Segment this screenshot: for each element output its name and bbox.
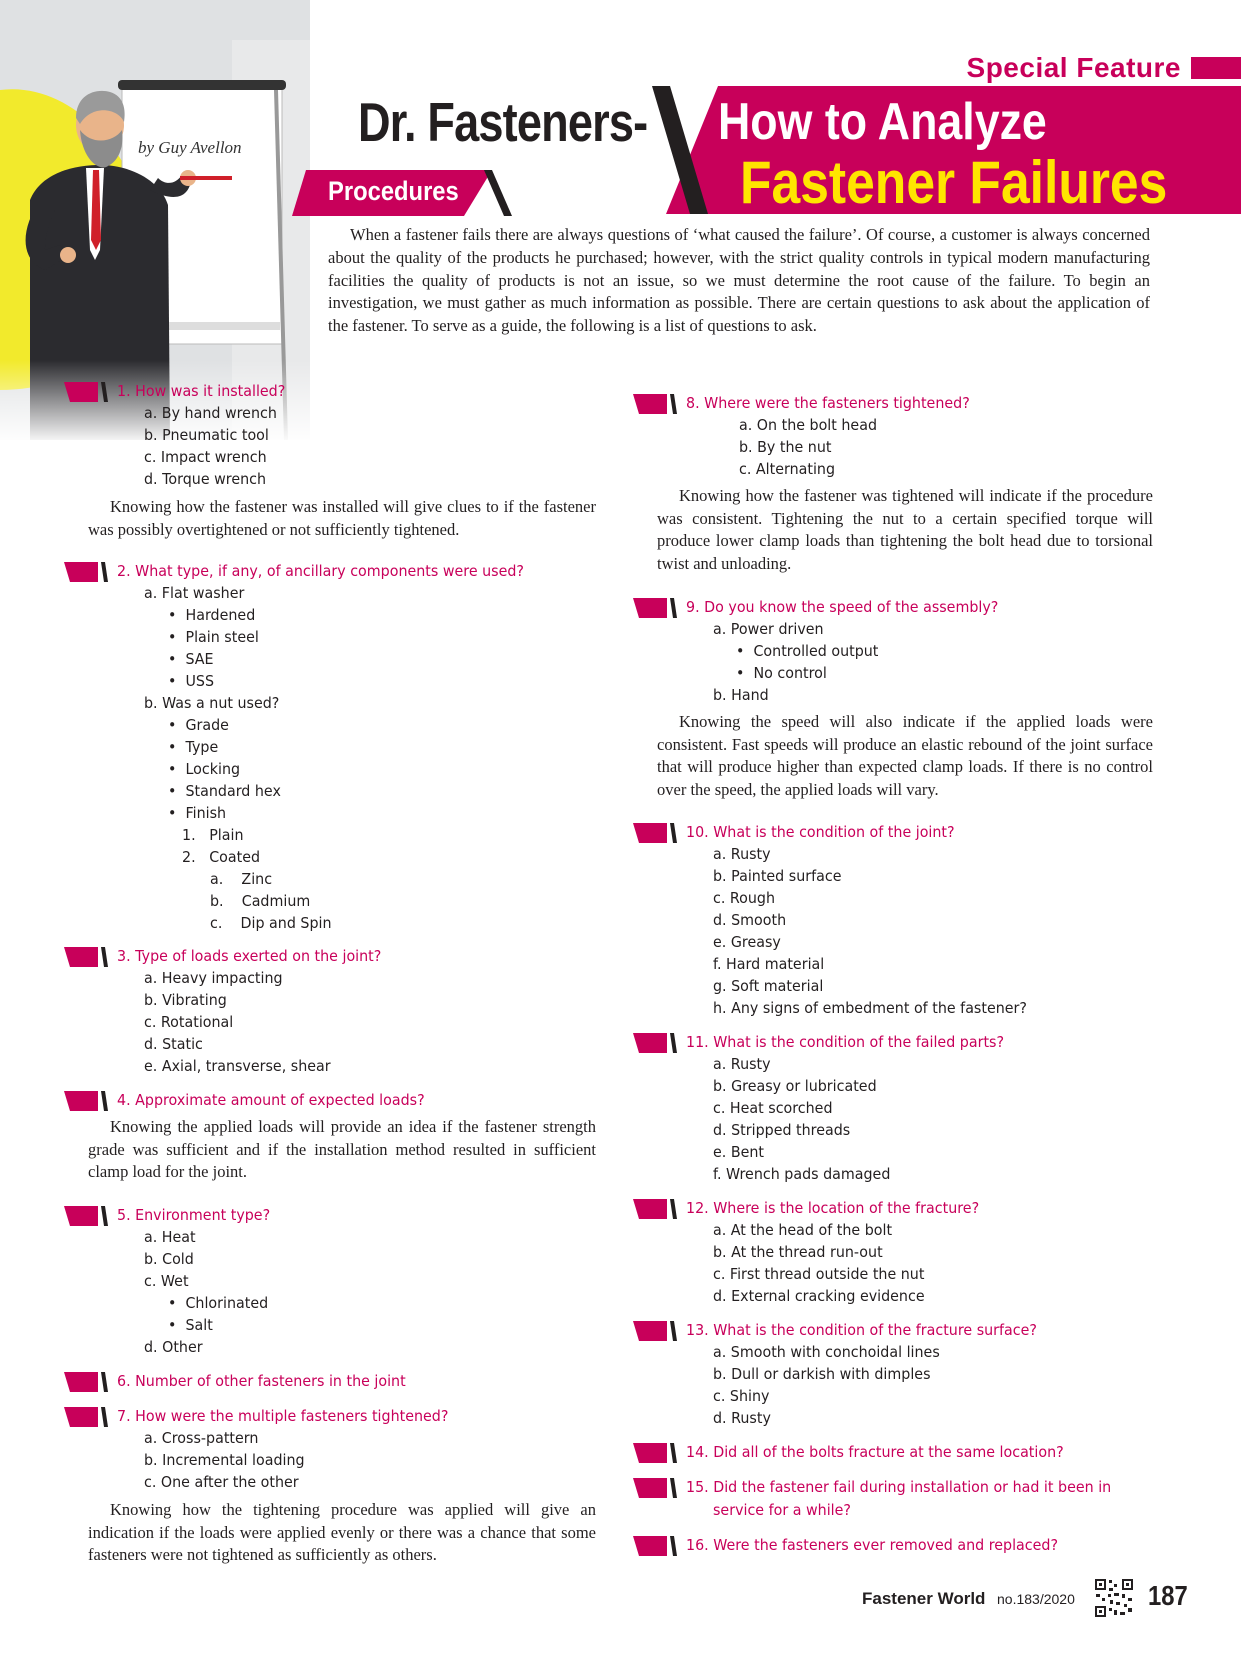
list-item: a. Rusty: [713, 1055, 771, 1073]
list-item: d. Rusty: [713, 1409, 771, 1427]
list-item: f. Wrench pads damaged: [713, 1165, 891, 1183]
list-item: a. Power driven: [713, 620, 824, 638]
bullet-item: • Type: [168, 738, 219, 756]
list-item: a. By hand wrench: [144, 404, 277, 422]
special-feature-label: Special Feature: [966, 52, 1181, 83]
bullet-item: • USS: [168, 672, 215, 690]
question-title: 4. Approximate amount of expected loads?: [117, 1091, 425, 1109]
list-item: e. Bent: [713, 1143, 765, 1161]
list-item: e. Greasy: [713, 933, 781, 951]
list-item: b. At the thread run-out: [713, 1243, 883, 1261]
lettered-item: c. Dip and Spin: [210, 914, 332, 932]
bullet-item: • Controlled output: [736, 642, 879, 660]
lettered-item: a. Zinc: [210, 870, 273, 888]
list-item: b. Vibrating: [144, 991, 227, 1009]
question-title: 3. Type of loads exerted on the joint?: [117, 947, 382, 965]
list-item: c. Wet: [144, 1272, 189, 1290]
list-item: c. Heat scorched: [713, 1099, 833, 1117]
list-item: a. Heat: [144, 1228, 196, 1246]
bullet-item: • Plain steel: [168, 628, 259, 646]
bullet-item: • Locking: [168, 760, 241, 778]
question-title: 2. What type, if any, of ancillary components were used?: [117, 562, 524, 580]
list-item: b. Incremental loading: [144, 1451, 305, 1469]
bullet-item: • Standard hex: [168, 782, 281, 800]
question-title: 1. How was it installed?: [117, 382, 286, 400]
question-title-continued: service for a while?: [713, 1501, 851, 1519]
list-item: c. Impact wrench: [144, 448, 267, 466]
page-number: 187: [1148, 1580, 1188, 1611]
list-item: b. By the nut: [739, 438, 832, 456]
section-marker-icon: [64, 1372, 108, 1392]
bullet-item: • Grade: [168, 716, 229, 734]
question-title: 16. Were the fasteners ever removed and replaced?: [686, 1536, 1059, 1554]
list-item: h. Any signs of embedment of the fastener?: [713, 999, 1027, 1017]
bullet-item: • Finish: [168, 804, 227, 822]
list-item: e. Axial, transverse, shear: [144, 1057, 331, 1075]
list-item: b. Hand: [713, 686, 769, 704]
procedures-slash: [484, 170, 512, 216]
bullet-item: • No control: [736, 664, 827, 682]
section-marker-icon: [64, 1091, 108, 1111]
list-item: d. Stripped threads: [713, 1121, 851, 1139]
list-item: a. Cross-pattern: [144, 1429, 259, 1447]
question-title: 9. Do you know the speed of the assembly?: [686, 598, 999, 616]
qr-code-icon: [1094, 1578, 1134, 1618]
list-item: a. Flat washer: [144, 584, 245, 602]
magazine-name: Fastener World: [862, 1589, 986, 1608]
lettered-item: b. Cadmium: [210, 892, 311, 910]
section-marker-icon: [633, 1443, 677, 1463]
list-item: b. Cold: [144, 1250, 194, 1268]
title-how-to-analyze: How to Analyze: [718, 93, 1047, 151]
list-item: c. Rough: [713, 889, 776, 907]
section-marker-icon: [633, 1033, 677, 1053]
section-marker-icon: [633, 1536, 677, 1556]
paragraph: Knowing how the fastener was installed will give clues to if the fastener was possibly overtightened or not sufficiently tightened.: [88, 497, 596, 539]
numbered-item: 2. Coated: [182, 848, 261, 866]
question-title: 10. What is the condition of the joint?: [686, 823, 955, 841]
list-item: d. External cracking evidence: [713, 1287, 925, 1305]
list-item: f. Hard material: [713, 955, 825, 973]
list-item: a. Heavy impacting: [144, 969, 283, 987]
section-marker-icon: [633, 394, 677, 414]
question-title: 13. What is the condition of the fracture surface?: [686, 1321, 1037, 1339]
section-marker-icon: [633, 598, 677, 618]
paragraph: Knowing how the fastener was tightened will indicate if the procedure was consistent. Tightening the nut to a certain specified torque will produce lower clamp loads than tightening the bolt head due to torsional twist and unloading.: [657, 486, 1153, 573]
byline: by Guy Avellon: [138, 138, 242, 157]
presenter-illustration: [0, 0, 310, 440]
section-marker-icon: [64, 1206, 108, 1226]
section-marker-icon: [64, 947, 108, 967]
list-item: c. Rotational: [144, 1013, 234, 1031]
section-marker-icon: [64, 1407, 108, 1427]
list-item: a. Rusty: [713, 845, 771, 863]
procedures-label: Procedures: [328, 176, 459, 206]
section-marker-icon: [633, 1321, 677, 1341]
question-title: 6. Number of other fasteners in the joint: [117, 1372, 406, 1390]
list-item: d. Other: [144, 1338, 203, 1356]
bullet-item: • Chlorinated: [168, 1294, 269, 1312]
paragraph: Knowing the speed will also indicate if the applied loads were consistent. Fast speeds will produce an elastic rebound of the joint surface that will produce higher than expected clamp loads. If there is no control over the speed, the applied loads will vary.: [657, 712, 1153, 799]
paragraph: Knowing how the tightening procedure was applied will give an indication if the loads were applied evenly or there was a chance that some fasteners were not tightened as sufficiently as others.: [88, 1500, 596, 1565]
title-dr-fasteners: Dr. Fasteners-: [358, 91, 648, 153]
question-title: 14. Did all of the bolts fracture at the same location?: [686, 1443, 1064, 1461]
question-title: 5. Environment type?: [117, 1206, 271, 1224]
section-marker-icon: [633, 823, 677, 843]
bullet-item: • SAE: [168, 650, 214, 668]
list-item: a. Smooth with conchoidal lines: [713, 1343, 940, 1361]
list-item: a. On the bolt head: [739, 416, 877, 434]
question-title: 15. Did the fastener fail during installation or had it been in: [686, 1478, 1112, 1496]
list-item: b. Dull or darkish with dimples: [713, 1365, 931, 1383]
list-item: c. Alternating: [739, 460, 836, 478]
section-marker-icon: [64, 562, 108, 582]
question-title: 11. What is the condition of the failed parts?: [686, 1033, 1005, 1051]
list-item: b. Painted surface: [713, 867, 842, 885]
question-title: 12. Where is the location of the fracture?: [686, 1199, 980, 1217]
section-marker-icon: [633, 1199, 677, 1219]
list-item: b. Was a nut used?: [144, 694, 280, 712]
list-item: b. Pneumatic tool: [144, 426, 269, 444]
list-item: g. Soft material: [713, 977, 824, 995]
intro-paragraph: When a fastener fails there are always questions of ‘what caused the failure’. Of course, a customer is always concerned about the quality of the products he purchased; however, with the strict quality controls in typical modern manufacturing facilities the quality of products is not an issue, so we must determine the root cause of the failure. To begin an investigation, we must gather as much information as possible. There are certain questions to ask about the application of the fastener. To serve as a guide, the following is a list of questions to ask.: [328, 225, 1150, 336]
list-item: d. Torque wrench: [144, 470, 267, 488]
numbered-item: 1. Plain: [182, 826, 244, 844]
question-title: 8. Where were the fasteners tightened?: [686, 394, 970, 412]
list-item: a. At the head of the bolt: [713, 1221, 893, 1239]
list-item: d. Static: [144, 1035, 203, 1053]
section-marker-icon: [633, 1478, 677, 1498]
list-item: c. One after the other: [144, 1473, 299, 1491]
list-item: c. First thread outside the nut: [713, 1265, 925, 1283]
list-item: d. Smooth: [713, 911, 787, 929]
question-title: 7. How were the multiple fasteners tightened?: [117, 1407, 449, 1425]
list-item: c. Shiny: [713, 1387, 770, 1405]
list-item: b. Greasy or lubricated: [713, 1077, 877, 1095]
bullet-item: • Salt: [168, 1316, 213, 1334]
title-fastener-failures: Fastener Failures: [740, 149, 1168, 216]
section-marker-icon: [64, 382, 108, 402]
bullet-item: • Hardened: [168, 606, 256, 624]
special-feature-bar: [1191, 57, 1241, 79]
paragraph: Knowing the applied loads will provide an idea if the fastener strength grade was sufficient and if the installation method resulted in sufficient clamp load for the joint.: [88, 1117, 596, 1182]
issue-number: no.183/2020: [997, 1591, 1075, 1607]
